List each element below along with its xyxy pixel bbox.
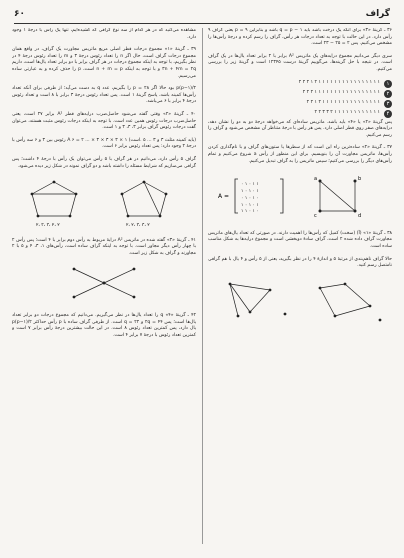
page-title: گراف — [365, 9, 390, 19]
paragraph: ۳۶ ـ گزینهٔ «۳» برای آنکه یک درخت باشد باید q = p − ۱ باشد و بنابراین p = ۹ یعنی گراف ۹ رأس دارد. در این حالت با توجه به تعداد درجات هر رأس، گراف را رسم کرده و درجهٔ رأس‌ها را مشخص می‌کنیم. پس ۲ = ۲۵ − ۲۳ است. — [208, 28, 392, 47]
option-text: ۱ ۱ ۱ ۱ ۱ ۱ ۱ ۱ ۱ ۱ ۱ ۱ ۱ ۱ ۱ ۲ ۱ ۲ ۲ — [306, 100, 380, 106]
svg-text:۰ ۱ ۰ ۱ ۰: ۰ ۱ ۰ ۱ ۰ — [241, 196, 259, 202]
left-column — [12, 28, 196, 546]
star-graph-svg — [44, 263, 164, 303]
option-row — [208, 80, 392, 88]
graph-edges — [320, 181, 355, 211]
matrix-bracket-left — [235, 179, 238, 213]
option-text: ۱ ۱ ۱ ۱ ۱ ۱ ۱ ۱ ۱ ۱ ۱ ۱ ۱ ۱ ۱ ۱ ۲ ۱ ۲ ۲ ۲ — [298, 80, 380, 86]
paragraph: ۳۷ ـ گزینهٔ «۲» ساده‌ترین راه این است که از سطرها یا ستون‌های گراف و با نام‌گذاری کردن رأس‌ها، ماتریس مجاورت آن را بنویسیم. برای این منظور از رأس a شروع می‌کنیم و تمام رأس‌های دیگر را بررسی می‌کنیم؛ سپس ماتریس را به گراف تبدیل می‌کنیم. — [208, 145, 392, 164]
vertex-label: c — [314, 213, 317, 220]
disconnected-graphs-svg — [210, 276, 390, 324]
column-divider — [202, 28, 203, 544]
paragraph: (باید کمینه مثلث ۳ و ۳ ... ۵ .است) A ۶ = ۲ ... × ۳ × ۳ × ۳ × ۱ رئوس بین ۳ و ۶ سه رأس با درجهٔ ۲ وجود دارد: پس تعداد رئوس برابر ۶ است. — [12, 137, 196, 150]
paragraph: ۳۸ ـ گزینهٔ «۱» (آ) (سخت) کمیل که رأس‌ها را اهمیت دارند. در صورتی که تعداد یال‌های ماتریس مجاورت گراف داده شده ۲ است، گراف سادهٔ دوبخشی است و مجموع درایه‌ها به شکل مناسب ساده است. — [208, 230, 392, 249]
svg-text:۱ ۱ ۰ ۱ ۰: ۱ ۱ ۰ ۱ ۰ — [241, 209, 259, 215]
vertex-label: a — [314, 176, 318, 183]
header-rule — [14, 23, 390, 24]
pentagon-graphs-figure — [12, 176, 196, 232]
figure-caption: ۲، ۳، ۳، ۲، ۲ — [36, 223, 60, 229]
matrix-bracket-right — [280, 179, 283, 213]
option-row — [208, 100, 392, 108]
option-number-badge: ۱ — [384, 80, 392, 88]
paragraph: پس گزینهٔ «۲» یا «۴» باید باشد. ماتریس ساده‌ای که می‌خواهد درجهٔ دو به دو را نشان دهد، درایه‌های صفر روی قطر اصلی دارد. پس هر رأس با درجهٔ متناظر آن مشخص می‌شود و گراف را رسم می‌کنیم. — [208, 119, 392, 138]
paragraph: ۴۱ ـ گزینهٔ «۳» گفته شده در ماتریس A² درایهٔ مربوط به رأس دوم برابر با ۴ است؛ پس رأس ۲ با چهار رأس دیگر مجاور است. با توجه به اینکه گراف ساده است، رأس‌های ۱، ۳، ۴ و ۵ با ۲ مجاورند و گراف به شکل زیر است. — [12, 237, 196, 256]
option-text: ۱ ۱ ۱ ۱ ۱ ۱ ۱ ۱ ۱ ۱ ۱ ۱ ۲ ۳ ۳ ۲ ۲ — [314, 110, 380, 116]
paragraph: p(p−۱)/۲ بود حالا اگر ۲۸ = p را بگیریم، عدد q به دست می‌آید؛ از طرفی برای آنکه تعداد رأس‌ها کمینه باشد، پاسخ گزینهٔ ۱ است. پس تعداد رئوس درجهٔ ۳ برابر با ۸ است و تعداد رئوس درجهٔ ۴ برابر با ۶ می‌باشد. — [12, 86, 196, 105]
svg-text:۱ ۰ ۱ ۰ ۱: ۱ ۰ ۱ ۰ ۱ — [241, 203, 259, 209]
page-number: ۶۰ — [14, 9, 25, 19]
option-row — [208, 110, 392, 118]
svg-text:۰ ۱ ۰ ۱ ۱: ۰ ۱ ۰ ۱ ۱ — [241, 182, 259, 188]
vertex-label: b — [358, 176, 362, 183]
paragraph: سری دیگر می‌دانیم مجموع درایه‌های یک ماتریس A² برابر با ۲ برابر تعداد یال‌ها در یک گراف است. در نتیجه با حل گزینه‌ها، می‌گوییم گزینهٔ درست ۱۲۳۴۵ است و گزینهٔ زیر را بررسی می‌کنیم. — [208, 53, 392, 72]
vertex-label: d — [358, 213, 362, 220]
option-number-badge: ۲ — [384, 90, 392, 98]
svg-text:۱ ۰ ۱ ۰ ۱: ۱ ۰ ۱ ۰ ۱ — [241, 189, 259, 195]
option-row — [208, 90, 392, 98]
option-text: ۱ ۱ ۱ ۱ ۱ ۱ ۱ ۱ ۱ ۱ ۱ ۱ ۱ ۱ ۱ ۱ ۱ ۲ ۲ ۲ — [302, 90, 380, 96]
disconnected-graphs-figure — [208, 276, 392, 328]
option-number-badge: ۴ — [384, 110, 392, 118]
matrix-graph-svg — [210, 171, 390, 221]
figure-caption: ۲، ۲، ۳، ۳، ۲ — [126, 223, 150, 229]
paragraph: ۳۹ ـ گزینهٔ «۱» مجموع درجات قطر اصلی مربع ماتریس مجاورت یک گراف، در واقع همان مجموع درجات گراف است، حال اگر n را تعداد رئوس درجهٔ ۳ و m را تعداد رئوس درجهٔ ۴ در نظر بگیریم، با توجه به اینکه مجموع درجات در هر گراف برابر با دو برابر تعداد یال‌ها است، داریم ۳n + ۴m = ۲q و با توجه به اینکه n + m = p است، p را حذف کرده و به عبارتی ساده می‌رسیم. — [12, 47, 196, 79]
right-column — [208, 28, 392, 546]
pentagon-graphs-svg — [14, 176, 194, 228]
paragraph: مشاهده می‌کنید که در هر کدام از سه نوع گرافی که کشیده‌ایم، تنها یک رأس با درجهٔ ۱ وجود دارد. — [12, 28, 196, 40]
matrix-label: A = — [218, 193, 230, 201]
paragraph: ۴۰ ـ گزینهٔ «۲» وقتی گفته می‌شود حاصل‌ضرب درایه‌های قطر A² برابر ۲۷ است، یعنی حاصل‌ضرب درجات رئوس همین عدد است. با توجه به اینکه درجات رئوس مثبت هستند، می‌توان گفت درجات رئوس گراف برابر ۳، ۳، ۳ و ۱ است. — [12, 111, 196, 131]
page-header — [14, 6, 390, 22]
paragraph: حالا گراف ناهم‌بندی از مرتبهٔ ۵ و اندازهٔ ۴ را در نظر بگیرید، یعنی از ۵ رأس و ۴ یال با هم گرافی نامتصل رسم کنید. — [208, 256, 392, 269]
matrix-cells — [241, 182, 259, 214]
matrix-and-graph-figure — [208, 171, 392, 225]
paragraph: گراف ۵ رأس دارد، می‌دانیم در هر گراف با ۵ رأس می‌توان یک رأس با درجهٔ ۴ داشت؛ پس گرافی می‌سازیم که شرایط مسئله را داشته باشد و دو گراف نمونه در شکل زیر دیده می‌شود. — [12, 156, 196, 169]
paragraph: ۴۲ ـ گزینهٔ «۴» q را تعداد یال‌ها در نظر می‌گیریم. می‌دانیم که مجموع درجات دو برابر تعداد یال‌ها است؛ پس ۲q = ۴۴ و q = ۲۲ است. از طرفی گراف ساده با p رأس حداکثر p(p−۱)/۲ یال دارد، پس کمترین تعداد رئوس ۸ است. در این حالت بیشترین درجهٔ رأس برابر ۷ است و کمترین تعداد رئوس با درجهٔ ۷ برابر ۴ است. — [12, 313, 196, 338]
star-graph-figure — [12, 263, 196, 307]
option-number-badge: ۳ — [384, 100, 392, 108]
